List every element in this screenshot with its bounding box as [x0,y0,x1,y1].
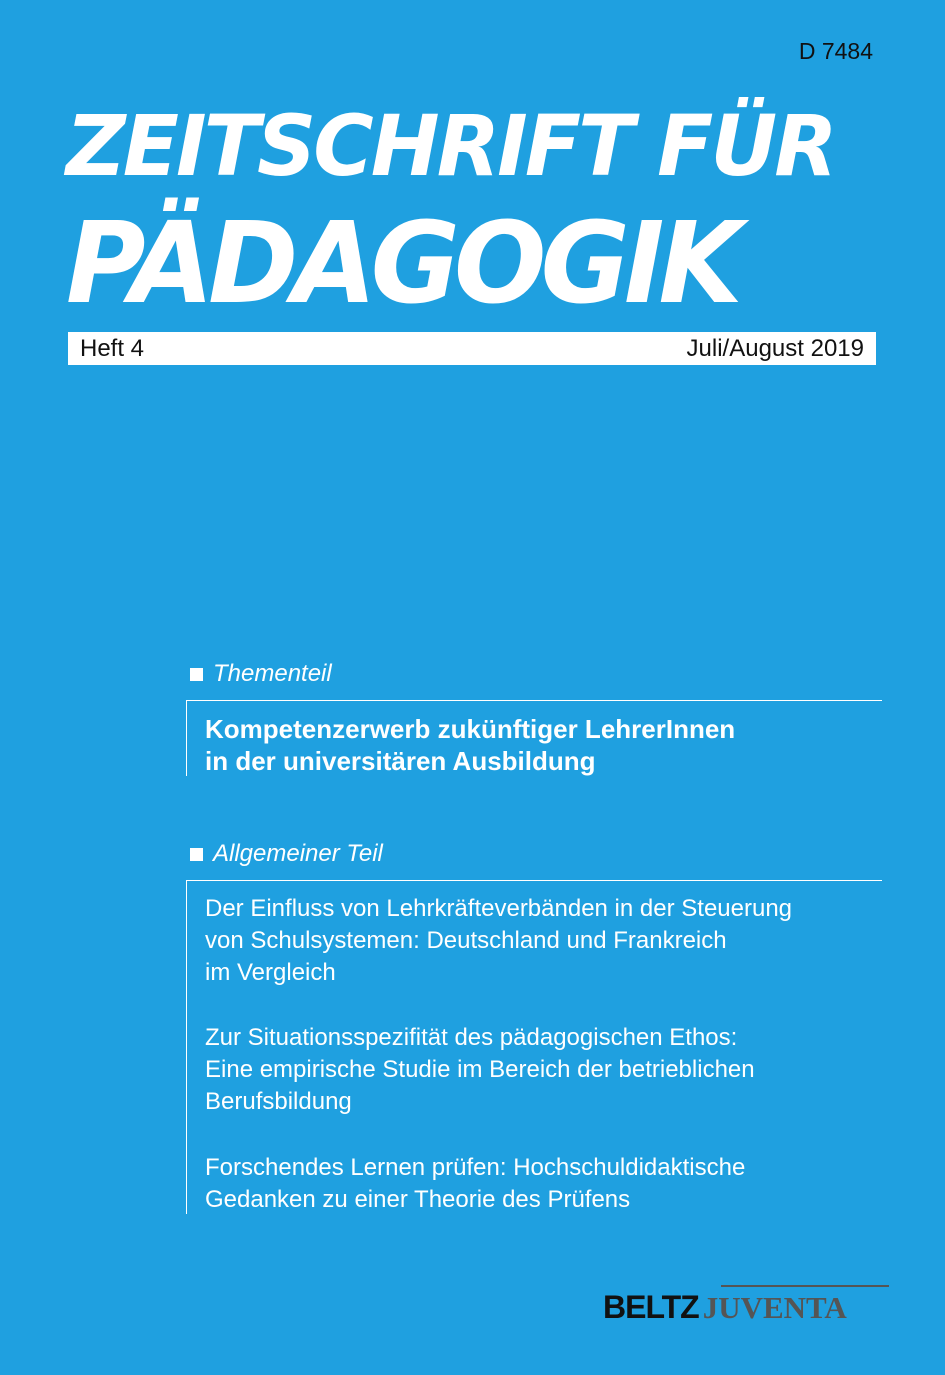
section-label-text: Thementeil [213,660,332,687]
article-title-line: im Vergleich [205,959,336,986]
journal-title-line-2: PÄDAGOGIK [66,199,737,329]
issue-number: Heft 4 [80,334,145,362]
article-title [205,1152,865,1216]
article-title-line: von Schulsystemen: Deutschland und Frankreich [205,927,727,954]
section-label-allgemeiner-teil [190,840,383,868]
article-title [205,893,865,989]
thementeil-title [205,713,735,777]
thementeil-title-line: Kompetenzerwerb zukünftiger LehrerInnen [205,714,736,744]
article-title-line: Berufsbildung [205,1088,352,1115]
publisher-juventa: JUVENTA [702,1290,847,1325]
journal-title-line-1: ZEITSCHRIFT FÜR [66,97,835,195]
publisher-beltz: BELTZ [603,1289,699,1325]
thementeil-title-line: in der universitären Ausbildung [205,746,596,776]
issue-date: Juli/August 2019 [686,334,864,362]
article-title-line: Eine empirische Studie im Bereich der betrieblichen [205,1056,755,1083]
issue-bar [68,332,876,365]
catalog-code: D 7484 [798,38,873,64]
article-title-line: Der Einfluss von Lehrkräfteverbänden in der Steuerung [205,895,793,922]
publisher-rule [721,1285,889,1287]
article-title-line: Forschendes Lernen prüfen: Hochschuldidaktische [205,1154,746,1181]
section-label-thementeil [190,660,332,688]
article-title [205,1022,865,1118]
square-bullet-icon [190,668,203,681]
article-title-line: Gedanken zu einer Theorie des Prüfens [205,1186,631,1213]
square-bullet-icon [190,848,203,861]
article-title-line: Zur Situationsspezifität des pädagogischen Ethos: [205,1024,738,1051]
section-label-text: Allgemeiner Teil [213,840,383,867]
publisher-logo [603,1283,889,1323]
